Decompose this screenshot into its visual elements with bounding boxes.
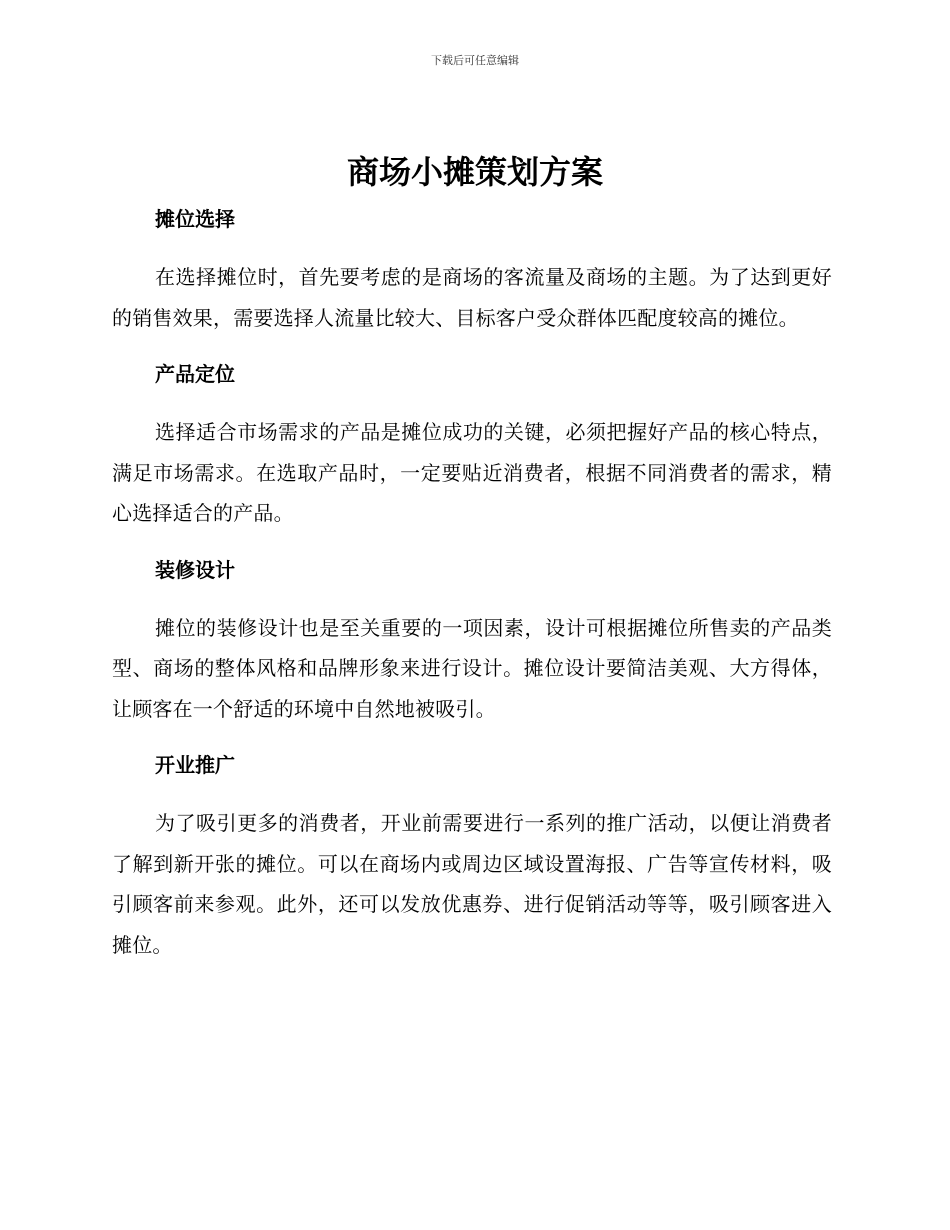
section-heading: 产品定位 — [155, 362, 235, 386]
section-paragraph: 摊位的装修设计也是至关重要的一项因素，设计可根据摊位所售卖的产品类型、商场的整体风格和品牌形象来进行设计。摊位设计要简洁美观、大方得体，让顾客在一个舒适的环境中自然地被吸引。 — [112, 615, 832, 721]
section-product-positioning — [112, 358, 832, 534]
section-paragraph: 为了吸引更多的消费者，开业前需要进行一系列的推广活动，以便让消费者了解到新开张的摊位。可以在商场内或周边区域设置海报、广告等宣传材料，吸引顾客前来参观。此外，还可以发放优惠券、进行促销活动等等，吸引顾客进入摊位。 — [112, 811, 832, 957]
section-heading: 装修设计 — [155, 557, 235, 582]
section-paragraph: 在选择摊位时，首先要考虑的是商场的客流量及商场的主题。为了达到更好的销售效果，需要选择人流量比较大、目标客户受众群体匹配度较高的摊位。 — [112, 265, 832, 330]
document-title: 商场小摊策划方案 — [346, 153, 603, 191]
section-stall-selection — [112, 203, 832, 338]
section-paragraph: 选择适合市场需求的产品是摊位成功的关键，必须把握好产品的核心特点，满足市场需求。在选取产品时，一定要贴近消费者，根据不同消费者的需求，精心选择适合的产品。 — [112, 420, 832, 525]
section-decoration-design — [112, 554, 832, 730]
section-opening-promotion — [112, 749, 832, 965]
section-heading: 开业推广 — [155, 753, 235, 777]
section-heading: 摊位选择 — [155, 207, 235, 231]
header-note: 下载后可任意编辑 — [431, 54, 519, 67]
document-body — [112, 203, 832, 985]
